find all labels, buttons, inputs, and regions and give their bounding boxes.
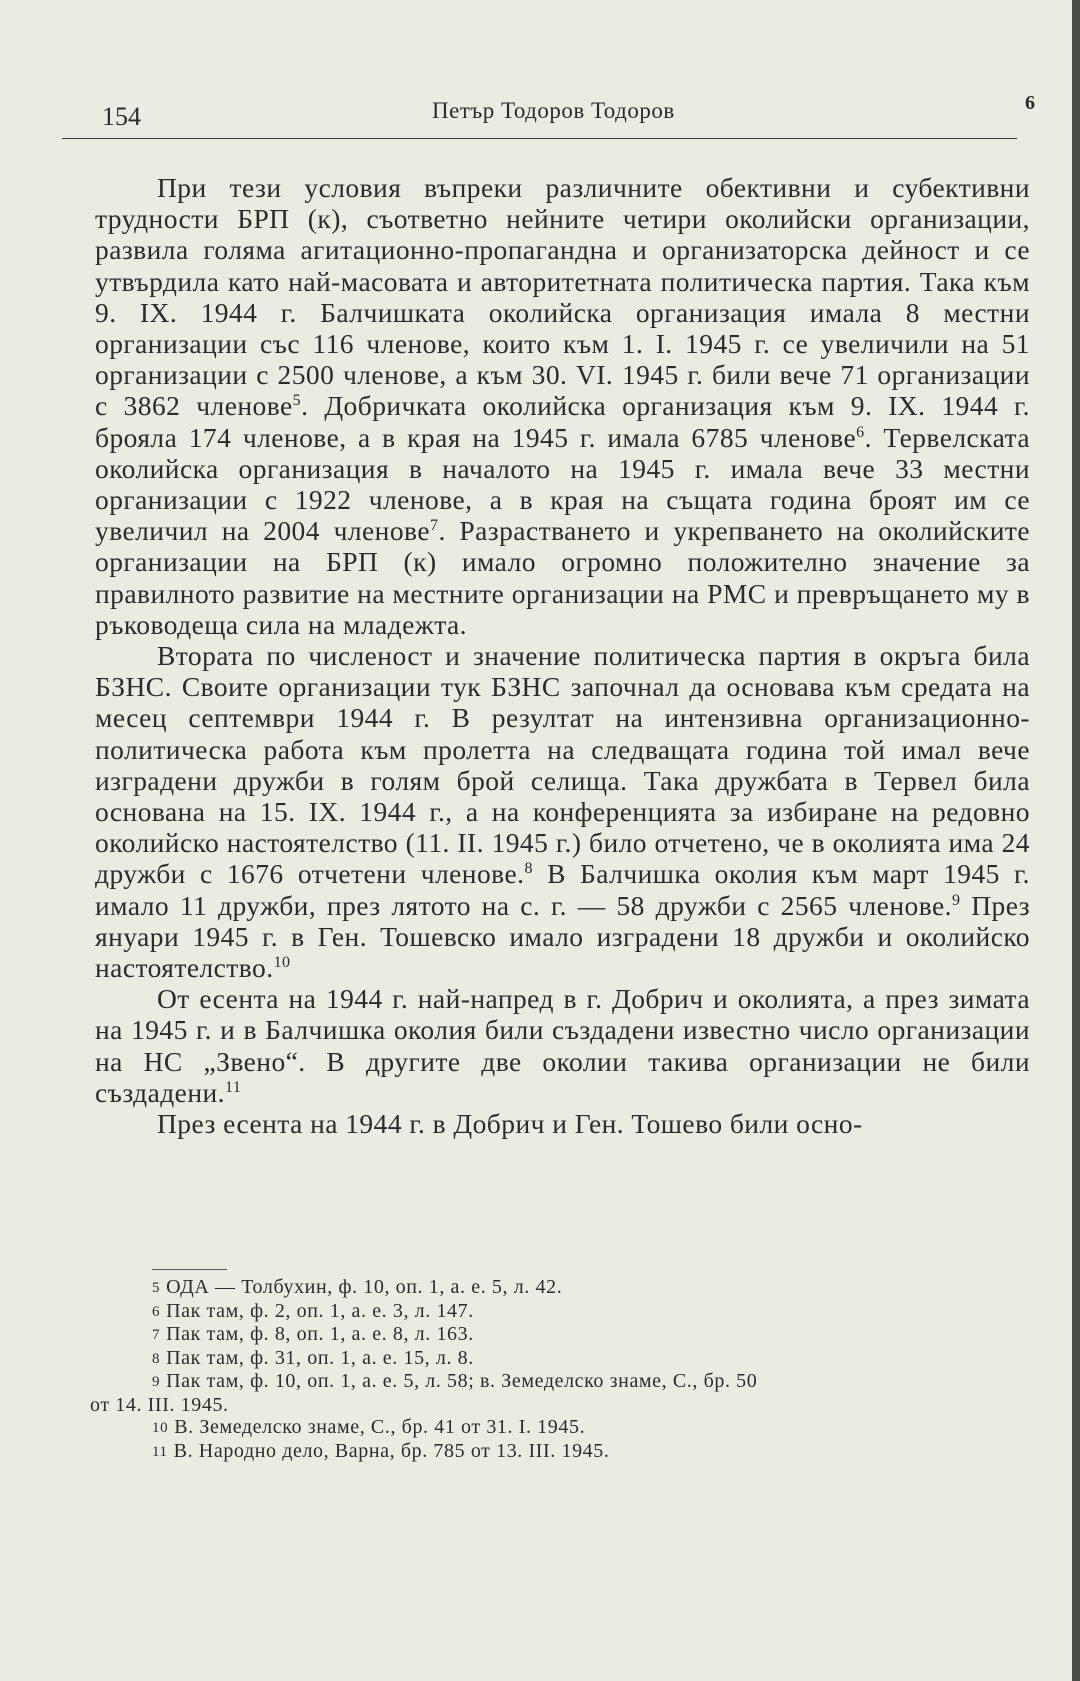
paragraph-text: Втората по численост и значение политическа партия в окръга била БЗНС. Своите организации тук БЗНС започнал да основава към средата на месец септември 1944 г. В резултат на интензивна организационно-политическа работа към пролетта на следващата година той имал вече изградени дружби в голям брой селища. Така дружбата в Тервел била основана на 15. IX. 1944 г., а на конференцията за избиране на редовно околийско настоятелство (11. II. 1945 г.) било отчетено, че в околията има 24 дружби с 1676 отчетени членове. bbox=[95, 640, 1030, 890]
paragraph bbox=[95, 1108, 1030, 1139]
footnote-number: 6 bbox=[152, 1303, 161, 1320]
footnote-number: 5 bbox=[152, 1280, 161, 1296]
footnote-text: Пак там, ф. 2, оп. 1, а. е. 3, л. 147. bbox=[166, 1299, 474, 1322]
footnote bbox=[152, 1440, 1022, 1464]
paragraph-text: През есента на 1944 г. в Добрич и Ген. Тошево били осно- bbox=[157, 1108, 863, 1140]
footnote-text: Пак там, ф. 8, оп. 1, а. е. 8, л. 163. bbox=[166, 1323, 474, 1345]
footnote-ref: 11 bbox=[225, 1078, 242, 1096]
footnote bbox=[152, 1347, 1022, 1371]
footnote-list bbox=[90, 1269, 1022, 1463]
footnote-text: В. Народно дело, Варна, бр. 785 от 13. III. 1945. bbox=[173, 1439, 610, 1462]
footnote-separator bbox=[152, 1269, 227, 1270]
footnote-number: 10 bbox=[152, 1420, 169, 1436]
footnote bbox=[152, 1300, 1022, 1324]
footnote bbox=[152, 1323, 1022, 1347]
footnote-number: 9 bbox=[152, 1374, 161, 1390]
page-edge-shadow bbox=[1072, 0, 1080, 1681]
paragraph bbox=[95, 172, 1030, 640]
paragraph bbox=[95, 983, 1030, 1108]
footnote-ref: 8 bbox=[524, 860, 533, 878]
page-number: 154 bbox=[102, 102, 141, 131]
footnote bbox=[152, 1416, 1022, 1440]
footnote-text: Пак там, ф. 31, оп. 1, а. е. 15, л. 8. bbox=[166, 1346, 474, 1369]
footnote-ref: 9 bbox=[951, 891, 961, 909]
running-title: Петър Тодоров Тодоров bbox=[432, 98, 675, 123]
paragraph-text: . Добричката околийска организация към 9. IX. 1944 г. брояла 174 членове, а в края на 1945 г. имала 6785 членове bbox=[95, 390, 1030, 453]
footnote-ref: 7 bbox=[429, 517, 439, 535]
page-header bbox=[90, 92, 1035, 134]
footnote-number: 11 bbox=[152, 1443, 168, 1460]
paragraph-text: . Разрастването и укрепването на околийските организации на БРП (к) имало огромно положително значение за правилното развитие на местните организации на РМС и превръщането му в ръководеща сила на младежта. bbox=[95, 515, 1031, 640]
paragraph-text: От есента на 1944 г. най-напред в г. Добрич и околията, а през зимата на 1945 г. и в Балчишка околия били създадени известно число организации на НС „Звено“. В другите две околии такива организации не били създадени. bbox=[95, 983, 1030, 1108]
footnote-number: 8 bbox=[152, 1350, 161, 1367]
paragraph-text: . Тервелската околийска организация в началото на 1945 г. имала вече 33 местни организации с 1922 членове, а в края на същата година броят им се увеличил на 2004 членове bbox=[95, 421, 1030, 547]
footnote bbox=[152, 1276, 1022, 1300]
footnote bbox=[152, 1370, 1022, 1394]
footnote-text: В. Земеделско знаме, С., бр. 41 от 31. I. 1945. bbox=[174, 1416, 586, 1438]
footnote-ref: 6 bbox=[856, 423, 865, 441]
paragraph-text: В Балчишка околия към март 1945 г. имало 11 дружби, през лятото на с. г. — 58 дружби с 2565 членове. bbox=[95, 858, 1030, 921]
paragraph-text: През януари 1945 г. в Ген. Тошевско имало изградени 18 дружби и околийско настоятелство. bbox=[95, 889, 1031, 984]
footnote-text: от 14. III. 1945. bbox=[90, 1393, 229, 1416]
footnote bbox=[90, 1394, 1022, 1417]
header-rule bbox=[62, 138, 1017, 139]
body-text bbox=[95, 172, 1030, 1139]
footnote-ref: 5 bbox=[292, 392, 302, 410]
corner-mark: 6 bbox=[1025, 92, 1035, 114]
paragraph-text: При тези условия въпреки различните обективни и субективни трудности БРП (к), съответно нейните четири околийски организации, развила голяма агитационно-пропагандна и организаторска дейност и се утвърдила като най-масовата и авторитетната политическа партия. Така към 9. IX. 1944 г. Балчишката околийска организация имала 8 местни организации със 116 членове, които към 1. I. 1945 г. се увеличили на 51 организации с 2500 членове, а към 30. VI. 1945 г. били вече 71 организации с 3862 членове bbox=[95, 172, 1030, 422]
footnote-text: ОДА — Толбухин, ф. 10, оп. 1, а. е. 5, л. 42. bbox=[166, 1276, 563, 1298]
footnote-text: Пак там, ф. 10, оп. 1, а. е. 5, л. 58; в. Земеделско знаме, С., бр. 50 bbox=[166, 1370, 758, 1392]
paragraph bbox=[95, 640, 1030, 983]
footnote-ref: 10 bbox=[273, 953, 291, 971]
footnote-number: 7 bbox=[152, 1327, 161, 1343]
